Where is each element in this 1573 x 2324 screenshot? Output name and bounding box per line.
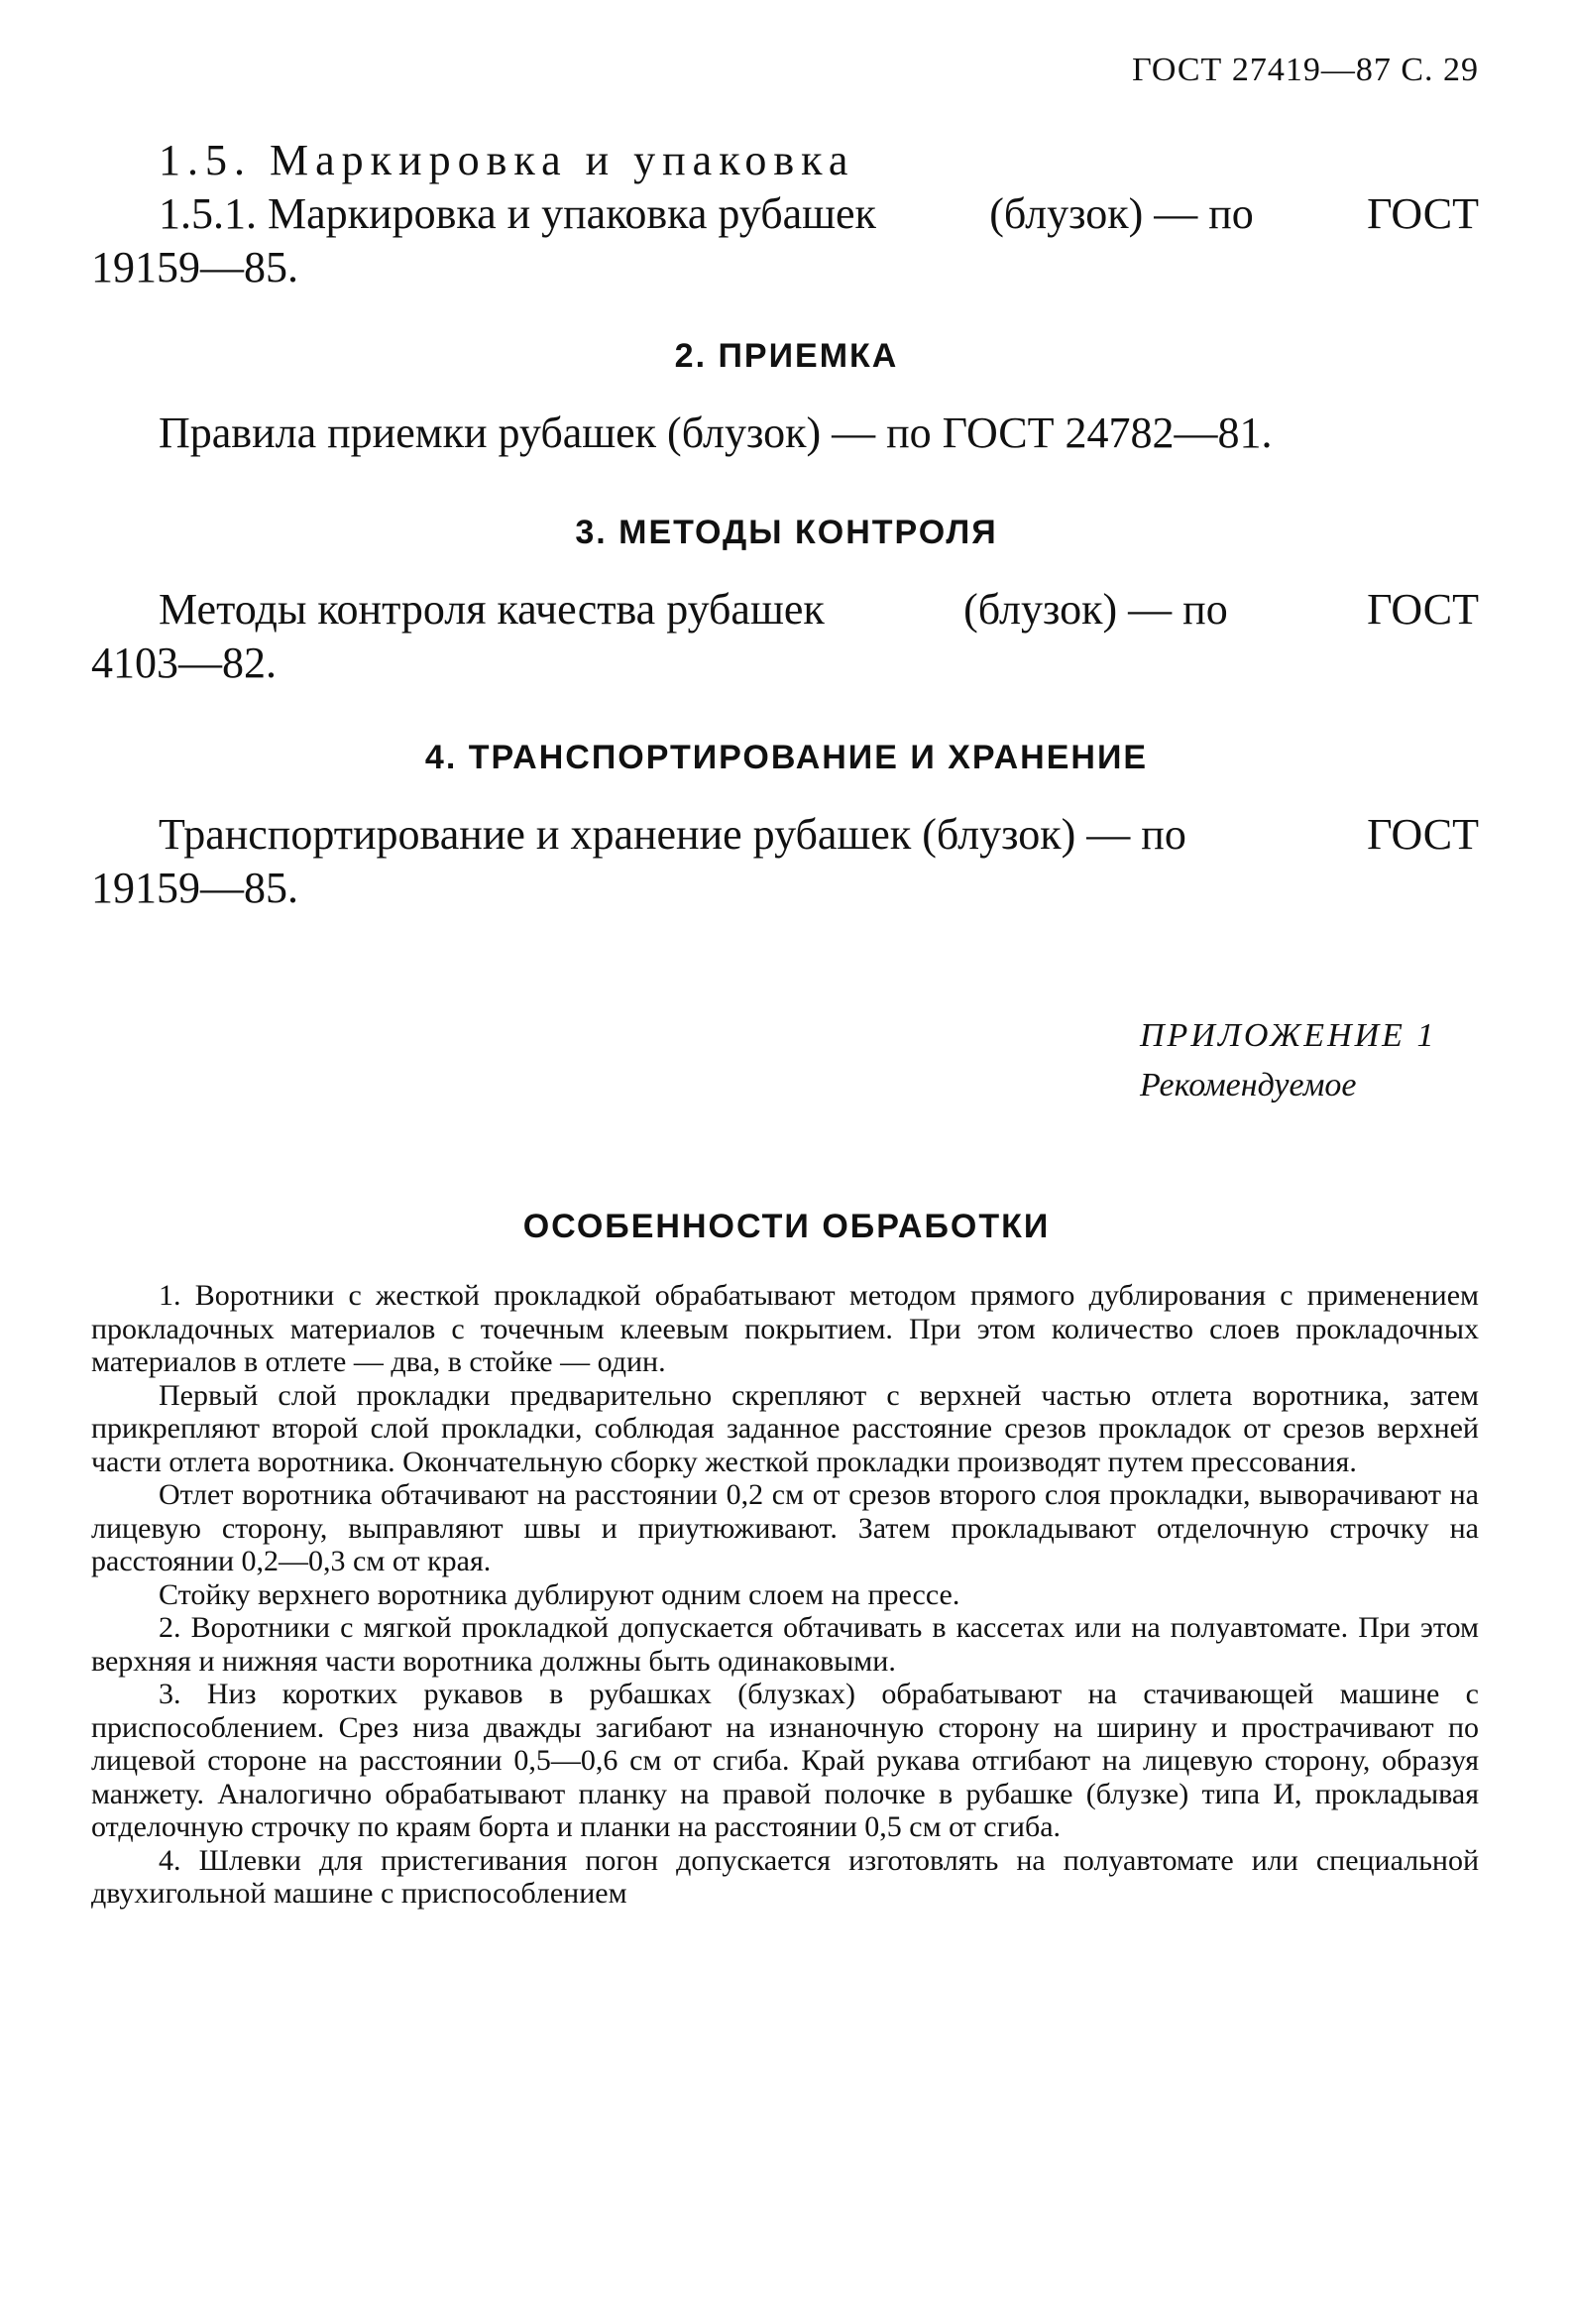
processing-body [91,1279,1479,1911]
processing-paragraph: 1. Воротники с жесткой прокладкой обрабатывают методом прямого дублирования с применением прокладочных материалов с точечным клеевым покрытием. При этом количество слоев прокладочных материалов в отлете — два, в стойке — один. [91,1279,1479,1378]
item-1-5-1-line2: 19159—85. [91,243,298,291]
processing-paragraph: Стойку верхнего воротника дублируют одним слоем на прессе. [159,1577,960,1611]
item-1-5-1-text-b: (блузок) — по [989,189,1254,238]
appendix-label [1140,1011,1436,1110]
section-1-5-title: 1.5. Маркировка и упаковка [159,136,855,184]
appendix-title: ПРИЛОЖЕНИЕ 1 [1140,1017,1437,1054]
section-3-line2: 4103—82. [91,639,277,687]
section-2-text: Правила приемки рубашек (блузок) — по ГОСТ 24782—81. [159,408,1273,457]
section-2-heading: 2. ПРИЕМКА [674,337,899,375]
section-3-text-a: Методы контроля качества рубашек [159,585,825,634]
section-3-text-b: (блузок) — по [963,585,1228,634]
section-3-heading: 3. МЕТОДЫ КОНТРОЛЯ [575,514,998,551]
section-3-text-c: ГОСТ [1367,585,1479,634]
item-1-5-1-text-c: ГОСТ [1367,189,1479,238]
section-4-text-a: Транспортирование и хранение рубашек (блузок) — по [159,810,1186,859]
processing-paragraph: Первый слой прокладки предварительно скрепляют с верхней частью отлета воротника, затем прикрепляют второй слой прокладки, соблюдая заданное расстояние срезов прокладок от срезов верхней части отлета воротника. Окончательную сборку жесткой прокладки производят путем прессования. [91,1378,1479,1478]
appendix-subtitle: Рекомендуемое [1140,1067,1357,1104]
section-4-text-c: ГОСТ [1367,810,1479,859]
section-4-line2: 19159—85. [91,864,298,912]
item-1-5-1-text-a: 1.5.1. Маркировка и упаковка рубашек [159,189,876,238]
section-4-body [91,808,1479,915]
processing-paragraph: Отлет воротника обтачивают на расстоянии 0,2 см от срезов второго слоя прокладки, выворачивают на лицевую сторону, выправляют швы и приутюживают. Затем прокладывают отделочную строчку на расстоянии 0,2—0,3 см от края. [91,1478,1479,1577]
section-1-5 [91,134,1479,294]
processing-paragraph: 4. Шлевки для пристегивания погон допускается изготовлять на полуавтомате или специальной двухигольной машине с приспособлением [91,1843,1479,1910]
processing-paragraph: 3. Низ коротких рукавов в рубашках (блузках) обрабатывают на стачивающей машине с приспособлением. Срез низа дважды загибают на изнаночную сторону на ширину и прострачивают по лицевой стороне на расстоянии 0,5—0,6 см от сгиба. Край рукава отгибают на лицевую сторону, образуя манжету. Аналогично обрабатывают планку на правой полочке в рубашке (блузке) типа И, прокладывая отделочную строчку по краям борта и планки на расстоянии 0,5 см от сгиба. [91,1678,1479,1843]
page-header: ГОСТ 27419—87 С. 29 [1132,52,1479,88]
processing-heading: ОСОБЕННОСТИ ОБРАБОТКИ [522,1208,1051,1245]
item-1-5-1-line1 [91,187,1479,241]
section-4-heading: 4. ТРАНСПОРТИРОВАНИЕ И ХРАНЕНИЕ [424,739,1149,776]
processing-paragraph: 2. Воротники с мягкой прокладкой допускается обтачивать в кассетах или на полуавтомате. При этом верхняя и нижняя части воротника должны быть одинаковыми. [91,1611,1479,1678]
section-3-body [91,583,1479,690]
